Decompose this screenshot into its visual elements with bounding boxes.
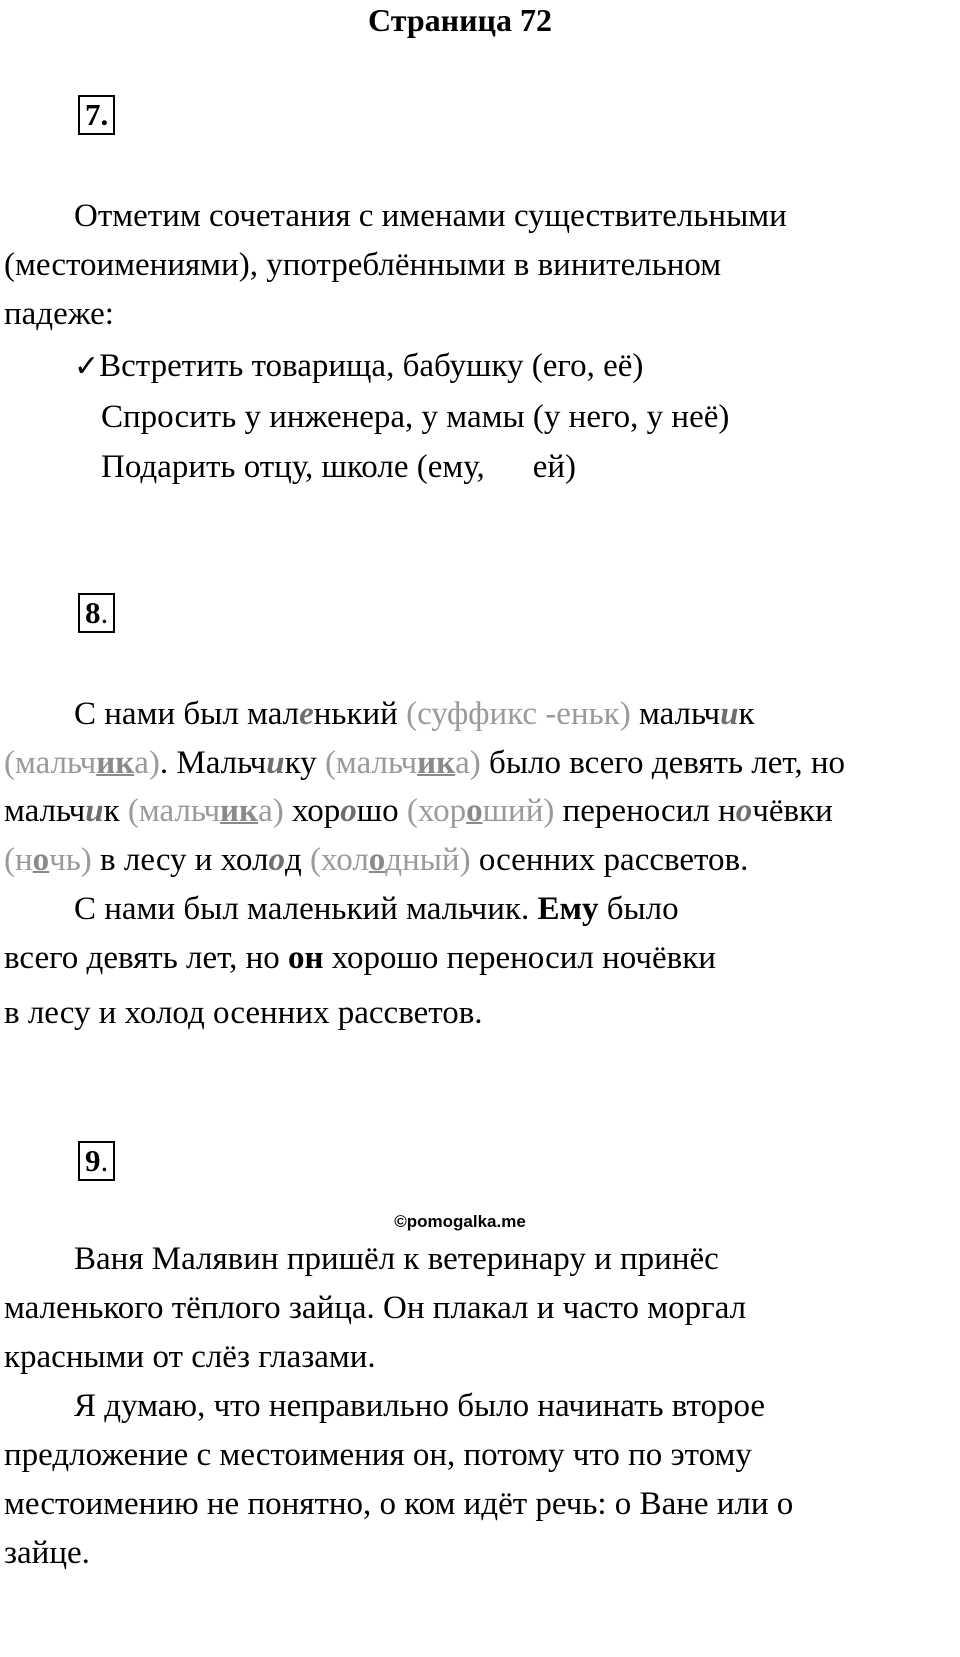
highlighted-letter: е — [299, 696, 314, 732]
underlined-letter: о — [466, 793, 483, 829]
task-7-intro-line-1: Отметим сочетания с именами существительными — [74, 198, 787, 234]
explanation-note: ший) — [482, 793, 555, 829]
task-7-item-3-part-1: Подарить отцу, школе (ему, — [101, 449, 485, 485]
task-7-item-1 — [74, 346, 643, 387]
task-9-line-3: красными от слёз глазами. — [4, 1339, 376, 1375]
task-8-line-7: в лесу и холод осенних рассветов. — [4, 995, 483, 1031]
task-8-line-2 — [4, 743, 845, 783]
text-fragment: всего девять лет, но — [4, 940, 288, 976]
explanation-note: (суффикс -еньк) — [406, 696, 631, 732]
task-7-item-3 — [101, 447, 576, 487]
text-fragment: хорошо переносил ночёвки — [323, 940, 716, 976]
explanation-note: а) — [258, 793, 284, 829]
text-fragment: мальч — [4, 793, 86, 829]
task-8-number-dot: . — [100, 595, 109, 630]
task-9-line-7: зайце. — [4, 1535, 90, 1571]
task-7-intro-line-2: (местоимениями), употреблёнными в винительном — [4, 247, 722, 283]
task-9-line-2: маленького тёплого зайца. Он плакал и часто моргал — [4, 1290, 747, 1326]
text-fragment: д — [284, 842, 311, 878]
text-fragment: переносил н — [554, 793, 736, 829]
task-8-line-1 — [74, 694, 755, 734]
explanation-note: (хол — [310, 842, 369, 878]
text-fragment: к — [738, 696, 755, 732]
checkmark-icon: ✓ — [74, 349, 100, 384]
task-9-line-1: Ваня Малявин пришёл к ветеринару и принёс — [74, 1241, 719, 1277]
task-9-line-4: Я думаю, что неправильно было начинать второе — [74, 1388, 766, 1424]
task-8-line-6 — [4, 938, 716, 978]
text-fragment: было — [598, 891, 679, 927]
explanation-note: а) — [134, 745, 160, 781]
underlined-suffix: ик — [96, 745, 135, 781]
task-8-line-4 — [4, 840, 748, 880]
explanation-note: (н — [4, 842, 33, 878]
text-fragment: было всего девять лет, но — [480, 745, 845, 781]
page-title: Страница 72 — [368, 2, 552, 38]
task-7-intro-line-3: падеже: — [4, 296, 114, 332]
explanation-note: чь) — [49, 842, 92, 878]
underlined-letter: о — [32, 842, 50, 878]
highlighted-letter: о — [268, 842, 285, 878]
text-fragment: . Мальч — [159, 745, 267, 781]
explanation-note: (мальч — [127, 793, 221, 829]
text-fragment: нький — [313, 696, 407, 732]
text-fragment: хор — [283, 793, 341, 829]
highlighted-letter: и — [720, 696, 739, 732]
highlighted-letter: о — [340, 793, 357, 829]
explanation-note: (хор — [406, 793, 467, 829]
text-fragment: мальч — [630, 696, 721, 732]
task-8-line-5 — [74, 889, 679, 929]
task-9-number — [78, 1141, 115, 1181]
task-7-number: 7. — [78, 95, 115, 135]
text-fragment: ку — [284, 745, 325, 781]
task-7-item-3-part-2: ей) — [532, 449, 577, 485]
text-fragment: к — [103, 793, 128, 829]
text-fragment: С нами был мал — [74, 696, 300, 732]
task-9-number-digit: 9 — [85, 1143, 101, 1178]
explanation-note: (мальч — [324, 745, 418, 781]
pronoun-emphasis: Ему — [537, 891, 599, 927]
task-8-number-digit: 8 — [85, 595, 101, 630]
underlined-suffix: ик — [220, 793, 259, 829]
explanation-note: (мальч — [4, 745, 97, 781]
task-9-line-6: местоимению не понятно, о ком идёт речь: о Ване или о — [4, 1486, 794, 1522]
task-7-item-1-text: Встретить товарища, бабушку (его, её) — [99, 348, 644, 384]
watermark: ©pomogalka.me — [394, 1212, 526, 1231]
highlighted-letter: о — [735, 793, 753, 829]
text-fragment: чёвки — [752, 793, 833, 829]
explanation-note: а) — [455, 745, 481, 781]
task-9-number-dot: . — [100, 1143, 109, 1178]
task-7-item-2: Спросить у инженера, у мамы (у него, у неё) — [101, 399, 730, 435]
task-8-line-3 — [4, 791, 833, 831]
highlighted-letter: и — [266, 745, 285, 781]
text-fragment: осенних рассветов. — [470, 842, 749, 878]
text-fragment: С нами был маленький мальчик. — [74, 891, 538, 927]
text-fragment: шо — [356, 793, 407, 829]
underlined-suffix: ик — [417, 745, 456, 781]
text-fragment: в лесу и хол — [91, 842, 269, 878]
underlined-letter: о — [368, 842, 386, 878]
explanation-note: дный) — [385, 842, 471, 878]
task-8-number — [78, 593, 115, 633]
pronoun-emphasis: он — [288, 940, 324, 976]
highlighted-letter: и — [85, 793, 104, 829]
task-9-line-5: предложение с местоимения он, потому что по этому — [4, 1437, 752, 1473]
